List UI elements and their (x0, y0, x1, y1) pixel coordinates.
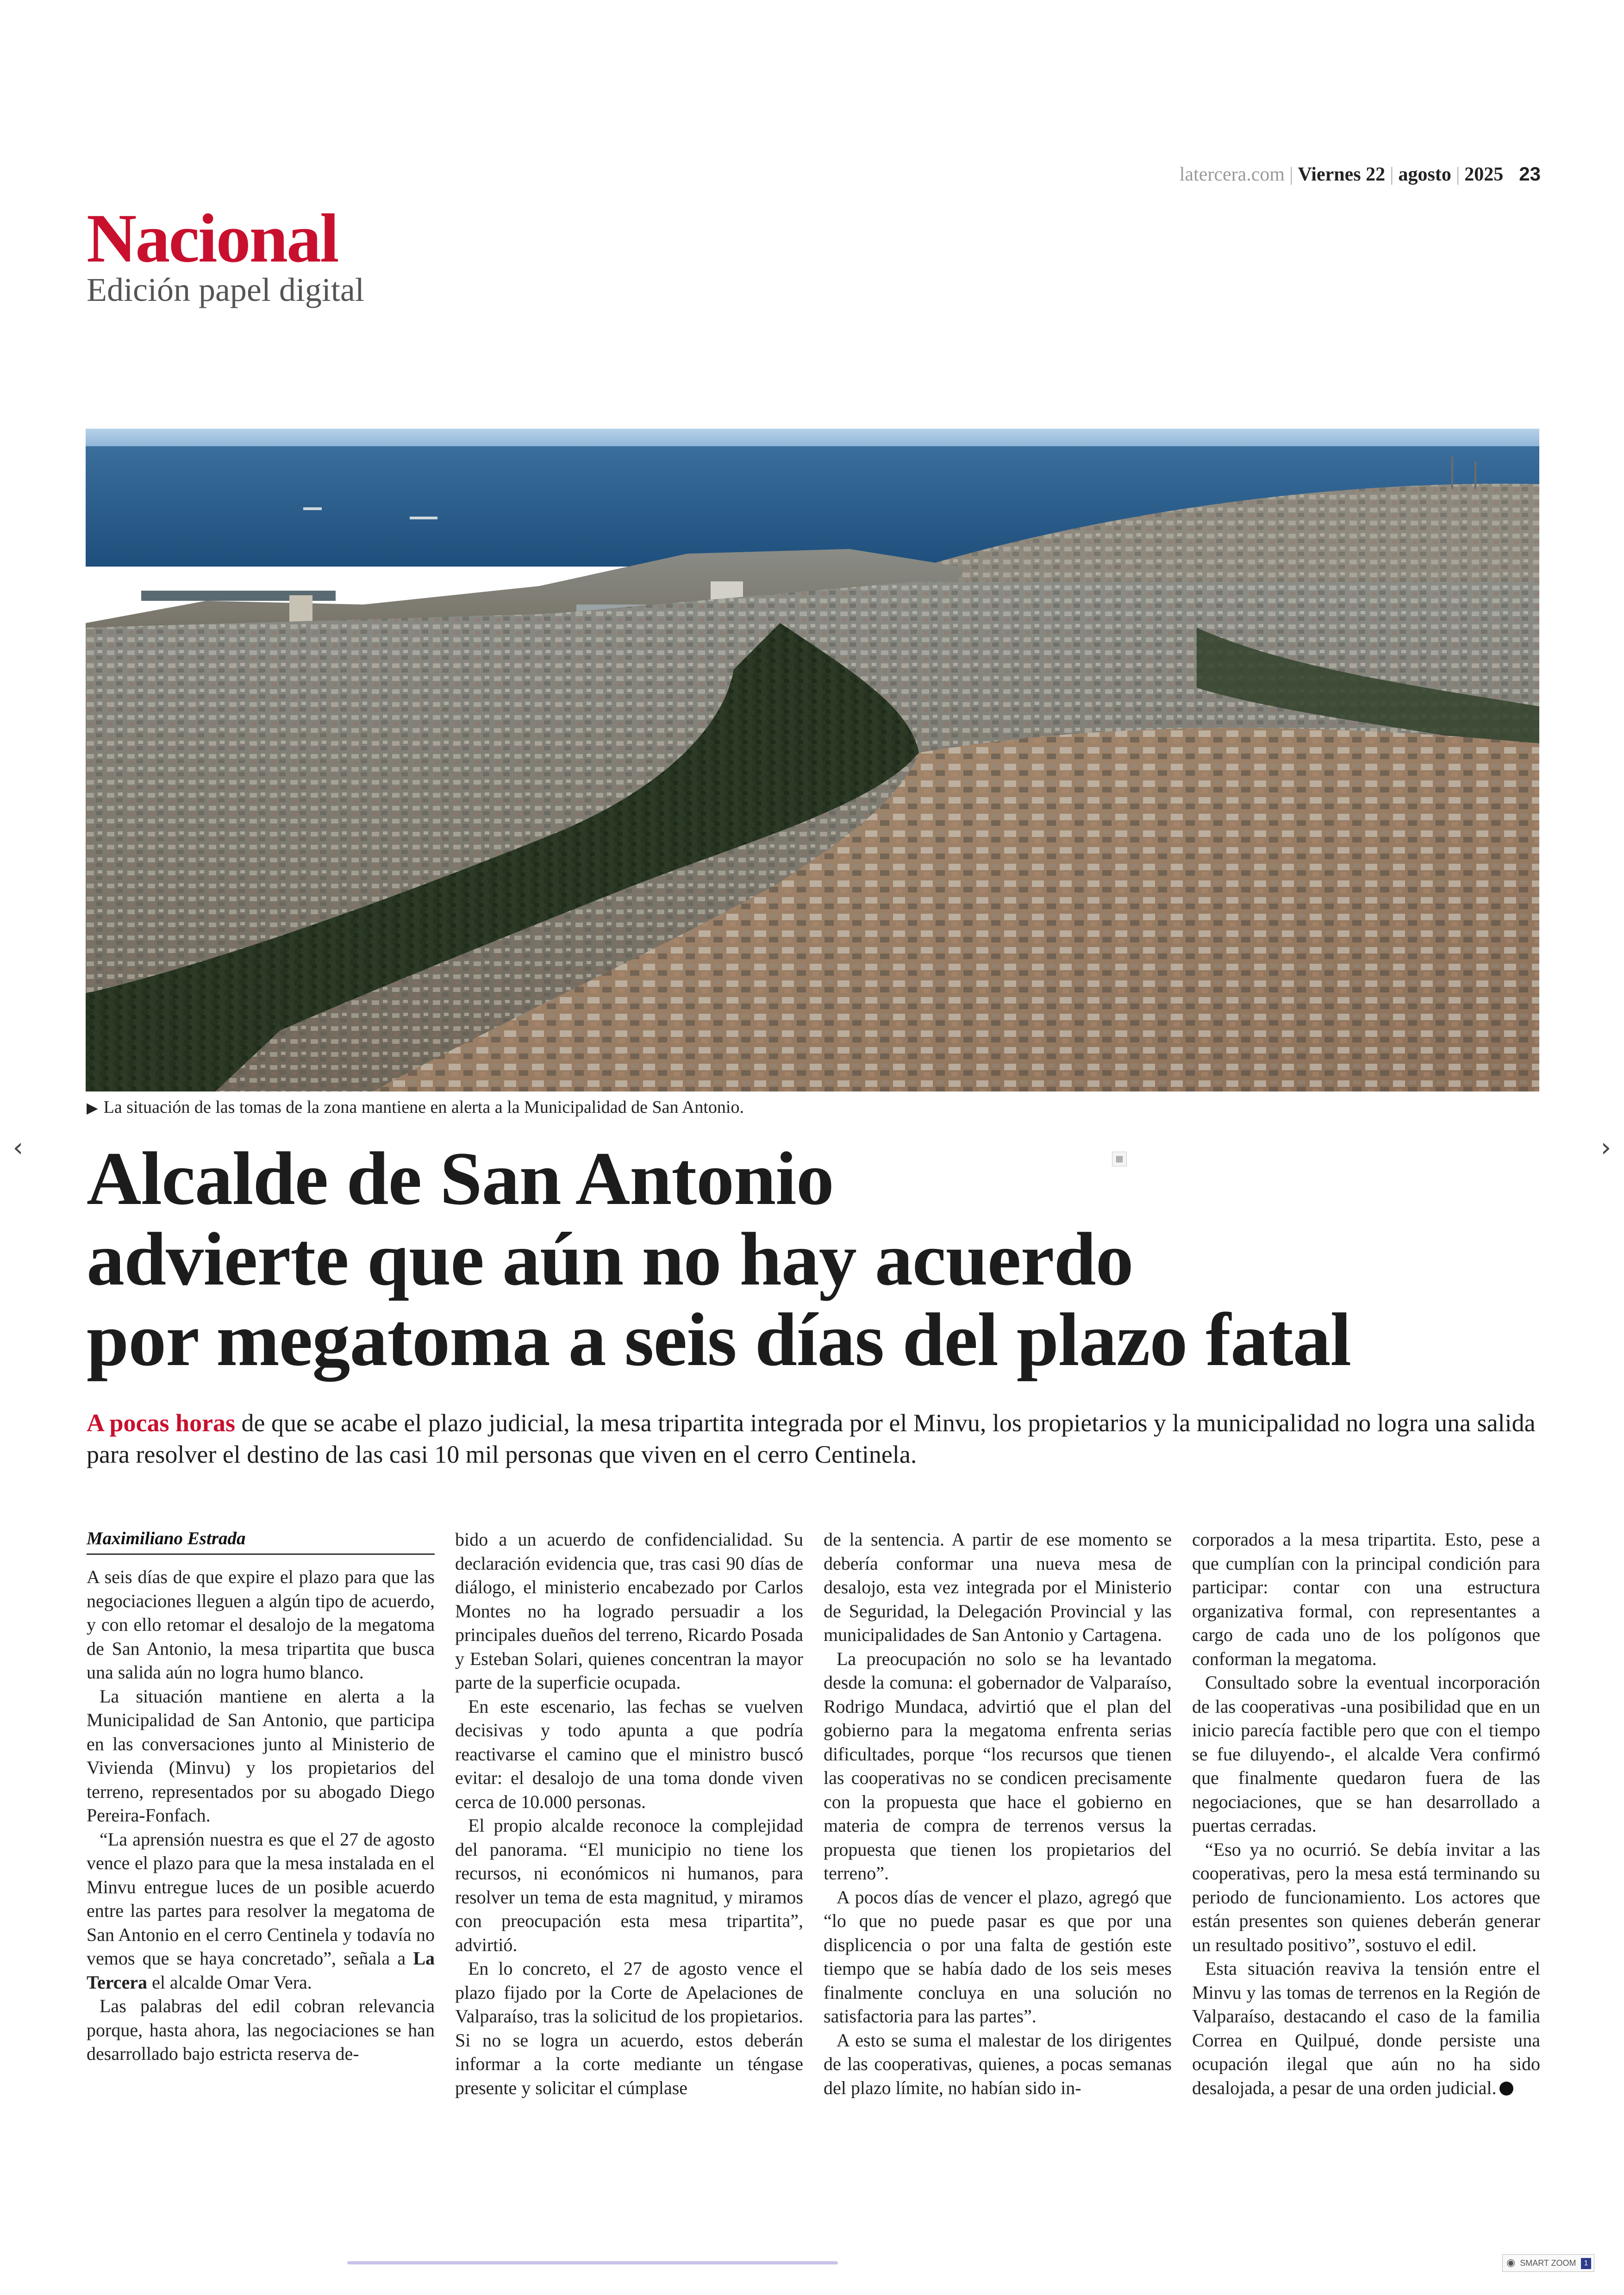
article-headline (87, 1139, 1540, 1380)
lead-text: de que se acabe el plazo judicial, la mesa tripartita integrada por el Minvu, los propietarios y la municipalidad no logra una salida para resolver el destino de las casi 10 mil personas que viven en el cerro Centinela. (87, 1409, 1536, 1468)
scroll-progress-bar[interactable] (347, 2261, 838, 2264)
body-paragraph: A esto se suma el malestar de los dirigentes de las cooperativas, quienes, a pocas semanas del plazo límite, no habían sido in- (824, 2029, 1172, 2098)
article-photo (86, 429, 1539, 1091)
article-column-2 (455, 1528, 803, 2100)
photo-caption (87, 1097, 744, 1117)
newspaper-name: La Tercera (87, 1948, 435, 1993)
aerial-city-photo (86, 429, 1539, 1091)
section-title: Nacional (87, 200, 338, 277)
smart-zoom-count: 1 (1581, 2258, 1592, 2269)
page-number: 23 (1519, 163, 1541, 185)
body-paragraph: En este escenario, las fechas se vuelven decisivas y todo apunta a que podría reactivarse el camino que el ministro buscó evitar: el desalojo de una toma donde viven cerca de 10.000 personas. (455, 1696, 803, 1812)
body-paragraph: corporados a la mesa tripartita. Esto, pese a que cumplían con la principal condición para participar: contar con una estructura organizativa formal, con representantes a cargo de cada uno de los polígonos que conforman la megatoma. (1192, 1529, 1540, 1669)
page-marker-icon[interactable]: ▦ (1112, 1152, 1127, 1166)
lead-kicker: A pocas horas (87, 1409, 236, 1437)
caption-triangle-icon: ▶ (87, 1099, 98, 1116)
smart-zoom-button[interactable] (1502, 2254, 1594, 2272)
article-column-1 (87, 1528, 435, 2066)
body-paragraph: A pocos días de vencer el plazo, agregó que “lo que no puede pasar es que por una displicencia o por una falta de gestión este tiempo que se había dado de los seis meses finalmente concluya en una solución no satisfactoria para las partes”. (824, 1886, 1172, 2027)
headline-line: Alcalde de San Antonio (87, 1137, 834, 1221)
headline-line: advierte que aún no hay acuerdo (87, 1217, 1133, 1301)
body-paragraph: La preocupación no solo se ha levantado desde la comuna: el gobernador de Valparaíso, Rodrigo Mundaca, advirtió que el plan del gobierno para la megatoma enfrenta serias dificultades, porque “los recursos que tienen las cooperativas no se condicen precisamente con la propuesta que hace el gobierno en materia de compra de terrenos versus la propuesta que tienen los propietarios del terreno”. (824, 1648, 1172, 1883)
edition-label: Edición papel digital (87, 271, 364, 308)
end-of-article-icon (1499, 2082, 1513, 2095)
folio-year: 2025 (1464, 164, 1504, 185)
body-paragraph: La situación mantiene en alerta a la Municipalidad de San Antonio, que participa en las conversaciones junto al Ministerio de Vivienda (Minvu) y los propietarios del terreno, representados por su abogado Diego Pereira-Fonfach. (87, 1685, 435, 1826)
quote-text: “La aprensión nuestra es que el 27 de agosto vence el plazo para que la mesa instalada en el Minvu entregue luces de un posible acuerdo entre las partes para resolver la megatoma de San Antonio en el cerro Centinela y todavía no vemos que se haya concretado”, señala a (87, 1828, 435, 1969)
body-paragraph (1192, 1957, 1540, 2100)
body-paragraph (87, 1827, 435, 1995)
prev-page-button[interactable] (6, 1134, 30, 1162)
headline-line: por megatoma a seis días del plazo fatal (87, 1298, 1351, 1382)
article-column-3 (824, 1528, 1172, 2100)
article-column-4 (1192, 1528, 1540, 2100)
body-paragraph: Las palabras del edil cobran relevancia porque, hasta ahora, las negociaciones se han desarrollado bajo estricta reserva de- (87, 1996, 435, 2064)
body-paragraph: Consultado sobre la eventual incorporación de las cooperativas -una posibilidad que en un inicio parecía factible pero que con el tiempo se fue diluyendo-, el alcalde Vera confirmó que finalmente quedaron fuera de las negociaciones, que se han desarrollado a puertas cerradas. (1192, 1672, 1540, 1836)
body-paragraph: bido a un acuerdo de confidencialidad. Su declaración evidencia que, tras casi 90 días de diálogo, el ministerio encabezado por Carlos Montes no ha logrado persuadir a los principales dueños del terreno, Ricardo Posada y Esteban Solari, quienes concentran la mayor parte de la superficie ocupada. (455, 1529, 803, 1693)
eye-icon: ◉ (1506, 2257, 1516, 2269)
next-page-button[interactable] (1594, 1134, 1618, 1162)
body-paragraph: El propio alcalde reconoce la complejidad del panorama. “El municipio no tiene los recursos, ni económicos ni humanos, para resolver un tema de esta magnitud, y miramos con preocupación esta mesa tripartita”, advirtió. (455, 1815, 803, 1955)
folio-day: Viernes 22 (1298, 164, 1386, 185)
smart-zoom-label: SMART ZOOM (1520, 2258, 1576, 2268)
article-lead (87, 1407, 1540, 1470)
body-paragraph: En lo concreto, el 27 de agosto vence el plazo fijado por la Corte de Apelaciones de Valparaíso, tras la solicitud de los propietarios. Si no se logra un acuerdo, estos deberán informar a la corte mediante un téngase presente y solicitar el cúmplase (455, 1958, 803, 2098)
site-name: latercera.com (1179, 164, 1285, 185)
folio-month: agosto (1398, 164, 1451, 185)
body-paragraph: de la sentencia. A partir de ese momento se debería conformar una nueva mesa de desalojo, esta vez integrada por el Ministerio de Seguridad, la Delegación Provincial y las municipalidades de San Antonio y Cartagena. (824, 1529, 1172, 1645)
body-paragraph: “Eso ya no ocurrió. Se debía invitar a las cooperativas, pero la mesa está terminando su periodo de funcionamiento. Los actores que están presentes son quienes deberán generar un resultado positivo”, sostuvo el edil. (1192, 1839, 1540, 1955)
chevron-right-icon: › (1600, 1133, 1612, 1163)
caption-text: La situación de las tomas de la zona mantiene en alerta a la Municipalidad de San Antonio. (103, 1098, 744, 1117)
body-paragraph: A seis días de que expire el plazo para que las negociaciones lleguen a algún tipo de acuerdo, y con ello retomar el desalojo de la megatoma de San Antonio, la mesa tripartita que busca una salida aún no logra humo blanco. (87, 1566, 435, 1683)
closing-text: Esta situación reaviva la tensión entre el Minvu y las tomas de terrenos en la Región de Valparaíso, destacando el caso de la familia Correa en Quilpué, donde persiste una ocupación ilegal que aún no ha sido desalojada, a pesar de una orden judicial. (1192, 1958, 1540, 2098)
page-folio: latercera.com | Viernes 22 | agosto | 2025 23 (1179, 163, 1541, 185)
quote-attribution: el alcalde Omar Vera. (147, 1971, 312, 1993)
chevron-left-icon: ‹ (12, 1133, 24, 1163)
byline: Maximiliano Estrada (87, 1528, 435, 1555)
